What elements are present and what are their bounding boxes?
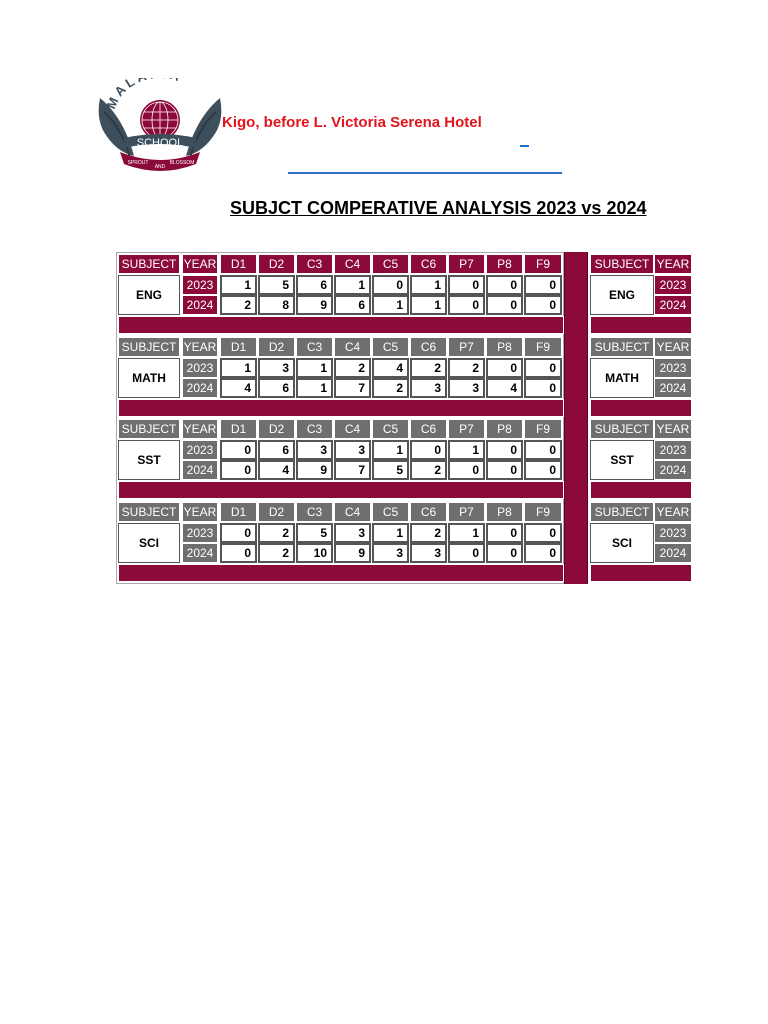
year-cell: 2024	[182, 543, 218, 563]
column-header: C6	[410, 337, 447, 357]
column-header: SUBJECT	[590, 502, 654, 522]
grade-count: 0	[220, 543, 257, 563]
grade-count: 9	[334, 543, 371, 563]
grade-count: 1	[448, 440, 485, 460]
year-cell: 2023	[654, 275, 692, 295]
grade-count: 1	[410, 295, 447, 315]
grade-count: 3	[296, 440, 333, 460]
column-header: D2	[258, 419, 295, 439]
header-rule	[288, 172, 562, 174]
year-cell: 2024	[654, 543, 692, 563]
column-header: P8	[486, 254, 523, 274]
grade-count: 0	[524, 295, 562, 315]
year-cell: 2024	[654, 295, 692, 315]
column-header: D2	[258, 337, 295, 357]
column-header: D1	[220, 337, 257, 357]
column-header: F9	[524, 337, 562, 357]
separator-band	[118, 564, 564, 582]
grade-count: 7	[334, 460, 371, 480]
grade-count: 2	[258, 523, 295, 543]
grade-count: 0	[524, 460, 562, 480]
subject-name: SCI	[590, 523, 654, 563]
separator-band	[590, 481, 692, 499]
subject-name: MATH	[118, 358, 180, 398]
grade-count: 1	[410, 275, 447, 295]
grade-count: 10	[296, 543, 333, 563]
grade-count: 8	[258, 295, 295, 315]
column-header: YEAR	[654, 337, 692, 357]
subject-name: SCI	[118, 523, 180, 563]
separator-band	[118, 481, 564, 499]
grade-count: 0	[448, 275, 485, 295]
column-header: C4	[334, 337, 371, 357]
grade-count: 9	[296, 460, 333, 480]
column-header: YEAR	[182, 502, 218, 522]
analysis-table	[116, 252, 692, 584]
link-underline-fragment	[520, 145, 529, 147]
column-header: C4	[334, 419, 371, 439]
grade-count: 1	[372, 440, 409, 460]
column-header: C5	[372, 337, 409, 357]
grade-count: 3	[448, 378, 485, 398]
column-header: C3	[296, 337, 333, 357]
column-header: C6	[410, 254, 447, 274]
column-header: C5	[372, 502, 409, 522]
subject-name: SST	[590, 440, 654, 480]
year-cell: 2024	[182, 460, 218, 480]
grade-count: 0	[524, 523, 562, 543]
column-header: SUBJECT	[118, 502, 180, 522]
column-header: YEAR	[182, 419, 218, 439]
separator-band	[118, 316, 564, 334]
grade-count: 5	[372, 460, 409, 480]
column-header: C3	[296, 254, 333, 274]
column-header: F9	[524, 502, 562, 522]
grade-count: 2	[372, 378, 409, 398]
year-cell: 2023	[182, 440, 218, 460]
column-header: YEAR	[182, 337, 218, 357]
column-header: D2	[258, 502, 295, 522]
column-header: SUBJECT	[590, 254, 654, 274]
year-cell: 2023	[654, 358, 692, 378]
grade-count: 9	[296, 295, 333, 315]
grade-count: 2	[410, 460, 447, 480]
logo-motto-center: AND	[154, 164, 166, 170]
grade-count: 0	[486, 460, 523, 480]
grade-count: 4	[220, 378, 257, 398]
column-header: P8	[486, 419, 523, 439]
subject-name: MATH	[590, 358, 654, 398]
grade-count: 0	[486, 295, 523, 315]
school-logo	[96, 78, 224, 184]
grade-count: 5	[258, 275, 295, 295]
separator-band	[590, 316, 692, 334]
column-header: P7	[448, 337, 485, 357]
column-header: C5	[372, 419, 409, 439]
year-cell: 2023	[182, 358, 218, 378]
grade-count: 1	[448, 523, 485, 543]
grade-count: 4	[486, 378, 523, 398]
grade-count: 3	[334, 440, 371, 460]
grade-count: 0	[220, 440, 257, 460]
grade-count: 2	[220, 295, 257, 315]
column-header: SUBJECT	[118, 419, 180, 439]
column-header: D2	[258, 254, 295, 274]
grade-count: 5	[296, 523, 333, 543]
grade-count: 7	[334, 378, 371, 398]
grade-count: 6	[334, 295, 371, 315]
column-header: D1	[220, 419, 257, 439]
column-header: P7	[448, 419, 485, 439]
column-header: C6	[410, 502, 447, 522]
grade-count: 0	[486, 440, 523, 460]
column-header: SUBJECT	[590, 419, 654, 439]
grade-count: 0	[524, 358, 562, 378]
column-header: SUBJECT	[590, 337, 654, 357]
column-header: P7	[448, 502, 485, 522]
grade-count: 1	[372, 523, 409, 543]
grade-count: 6	[258, 378, 295, 398]
year-cell: 2024	[182, 295, 218, 315]
year-cell: 2024	[654, 460, 692, 480]
grade-count: 0	[486, 358, 523, 378]
column-header: C5	[372, 254, 409, 274]
grade-count: 3	[258, 358, 295, 378]
year-cell: 2024	[654, 378, 692, 398]
logo-motto-left: SPROUT	[127, 160, 149, 166]
subject-name: ENG	[590, 275, 654, 315]
grade-count: 3	[372, 543, 409, 563]
grade-count: 0	[448, 543, 485, 563]
column-header: C3	[296, 502, 333, 522]
logo-motto-right: BLOSSOM	[169, 160, 195, 166]
column-header: F9	[524, 419, 562, 439]
grade-count: 6	[258, 440, 295, 460]
school-address: Kigo, before L. Victoria Serena Hotel	[222, 114, 482, 131]
column-header: F9	[524, 254, 562, 274]
grade-count: 2	[410, 523, 447, 543]
logo-top-text: MAL	[103, 78, 140, 112]
grade-count: 0	[486, 543, 523, 563]
grade-count: 0	[372, 275, 409, 295]
year-cell: 2024	[182, 378, 218, 398]
grade-count: 0	[448, 295, 485, 315]
grade-count: 1	[296, 358, 333, 378]
grade-count: 0	[524, 440, 562, 460]
grade-count: 0	[486, 275, 523, 295]
grade-count: 1	[334, 275, 371, 295]
grade-count: 3	[334, 523, 371, 543]
column-header: YEAR	[654, 419, 692, 439]
column-header: SUBJECT	[118, 254, 180, 274]
year-cell: 2023	[182, 275, 218, 295]
grade-count: 3	[410, 378, 447, 398]
grade-count: 0	[524, 378, 562, 398]
column-header: C4	[334, 502, 371, 522]
column-header: P8	[486, 502, 523, 522]
grade-count: 1	[220, 275, 257, 295]
column-header: D1	[220, 502, 257, 522]
grade-count: 4	[372, 358, 409, 378]
column-header: P7	[448, 254, 485, 274]
column-header: C3	[296, 419, 333, 439]
grade-count: 3	[410, 543, 447, 563]
year-cell: 2023	[654, 523, 692, 543]
column-header: P8	[486, 337, 523, 357]
column-header: YEAR	[654, 502, 692, 522]
grade-count: 0	[220, 523, 257, 543]
grade-count: 4	[258, 460, 295, 480]
column-header: SUBJECT	[118, 337, 180, 357]
table-divider	[564, 252, 588, 584]
subject-name: ENG	[118, 275, 180, 315]
separator-band	[118, 399, 564, 417]
column-header: YEAR	[654, 254, 692, 274]
page-title: SUBJCT COMPERATIVE ANALYSIS 2023 vs 2024	[230, 198, 647, 218]
column-header: D1	[220, 254, 257, 274]
grade-count: 2	[258, 543, 295, 563]
grade-count: 0	[524, 275, 562, 295]
column-header: YEAR	[182, 254, 218, 274]
subject-name: SST	[118, 440, 180, 480]
column-header: C4	[334, 254, 371, 274]
grade-count: 1	[372, 295, 409, 315]
grade-count: 2	[334, 358, 371, 378]
grade-count: 0	[220, 460, 257, 480]
year-cell: 2023	[182, 523, 218, 543]
grade-count: 1	[220, 358, 257, 378]
column-header: C6	[410, 419, 447, 439]
grade-count: 0	[524, 543, 562, 563]
grade-count: 0	[448, 460, 485, 480]
year-cell: 2023	[654, 440, 692, 460]
grade-count: 0	[486, 523, 523, 543]
grade-count: 2	[410, 358, 447, 378]
grade-count: 0	[410, 440, 447, 460]
grade-count: 6	[296, 275, 333, 295]
grade-count: 1	[296, 378, 333, 398]
separator-band	[590, 399, 692, 417]
separator-band	[590, 564, 692, 582]
grade-count: 2	[448, 358, 485, 378]
logo-mid-text: SCHOOL	[136, 137, 184, 149]
